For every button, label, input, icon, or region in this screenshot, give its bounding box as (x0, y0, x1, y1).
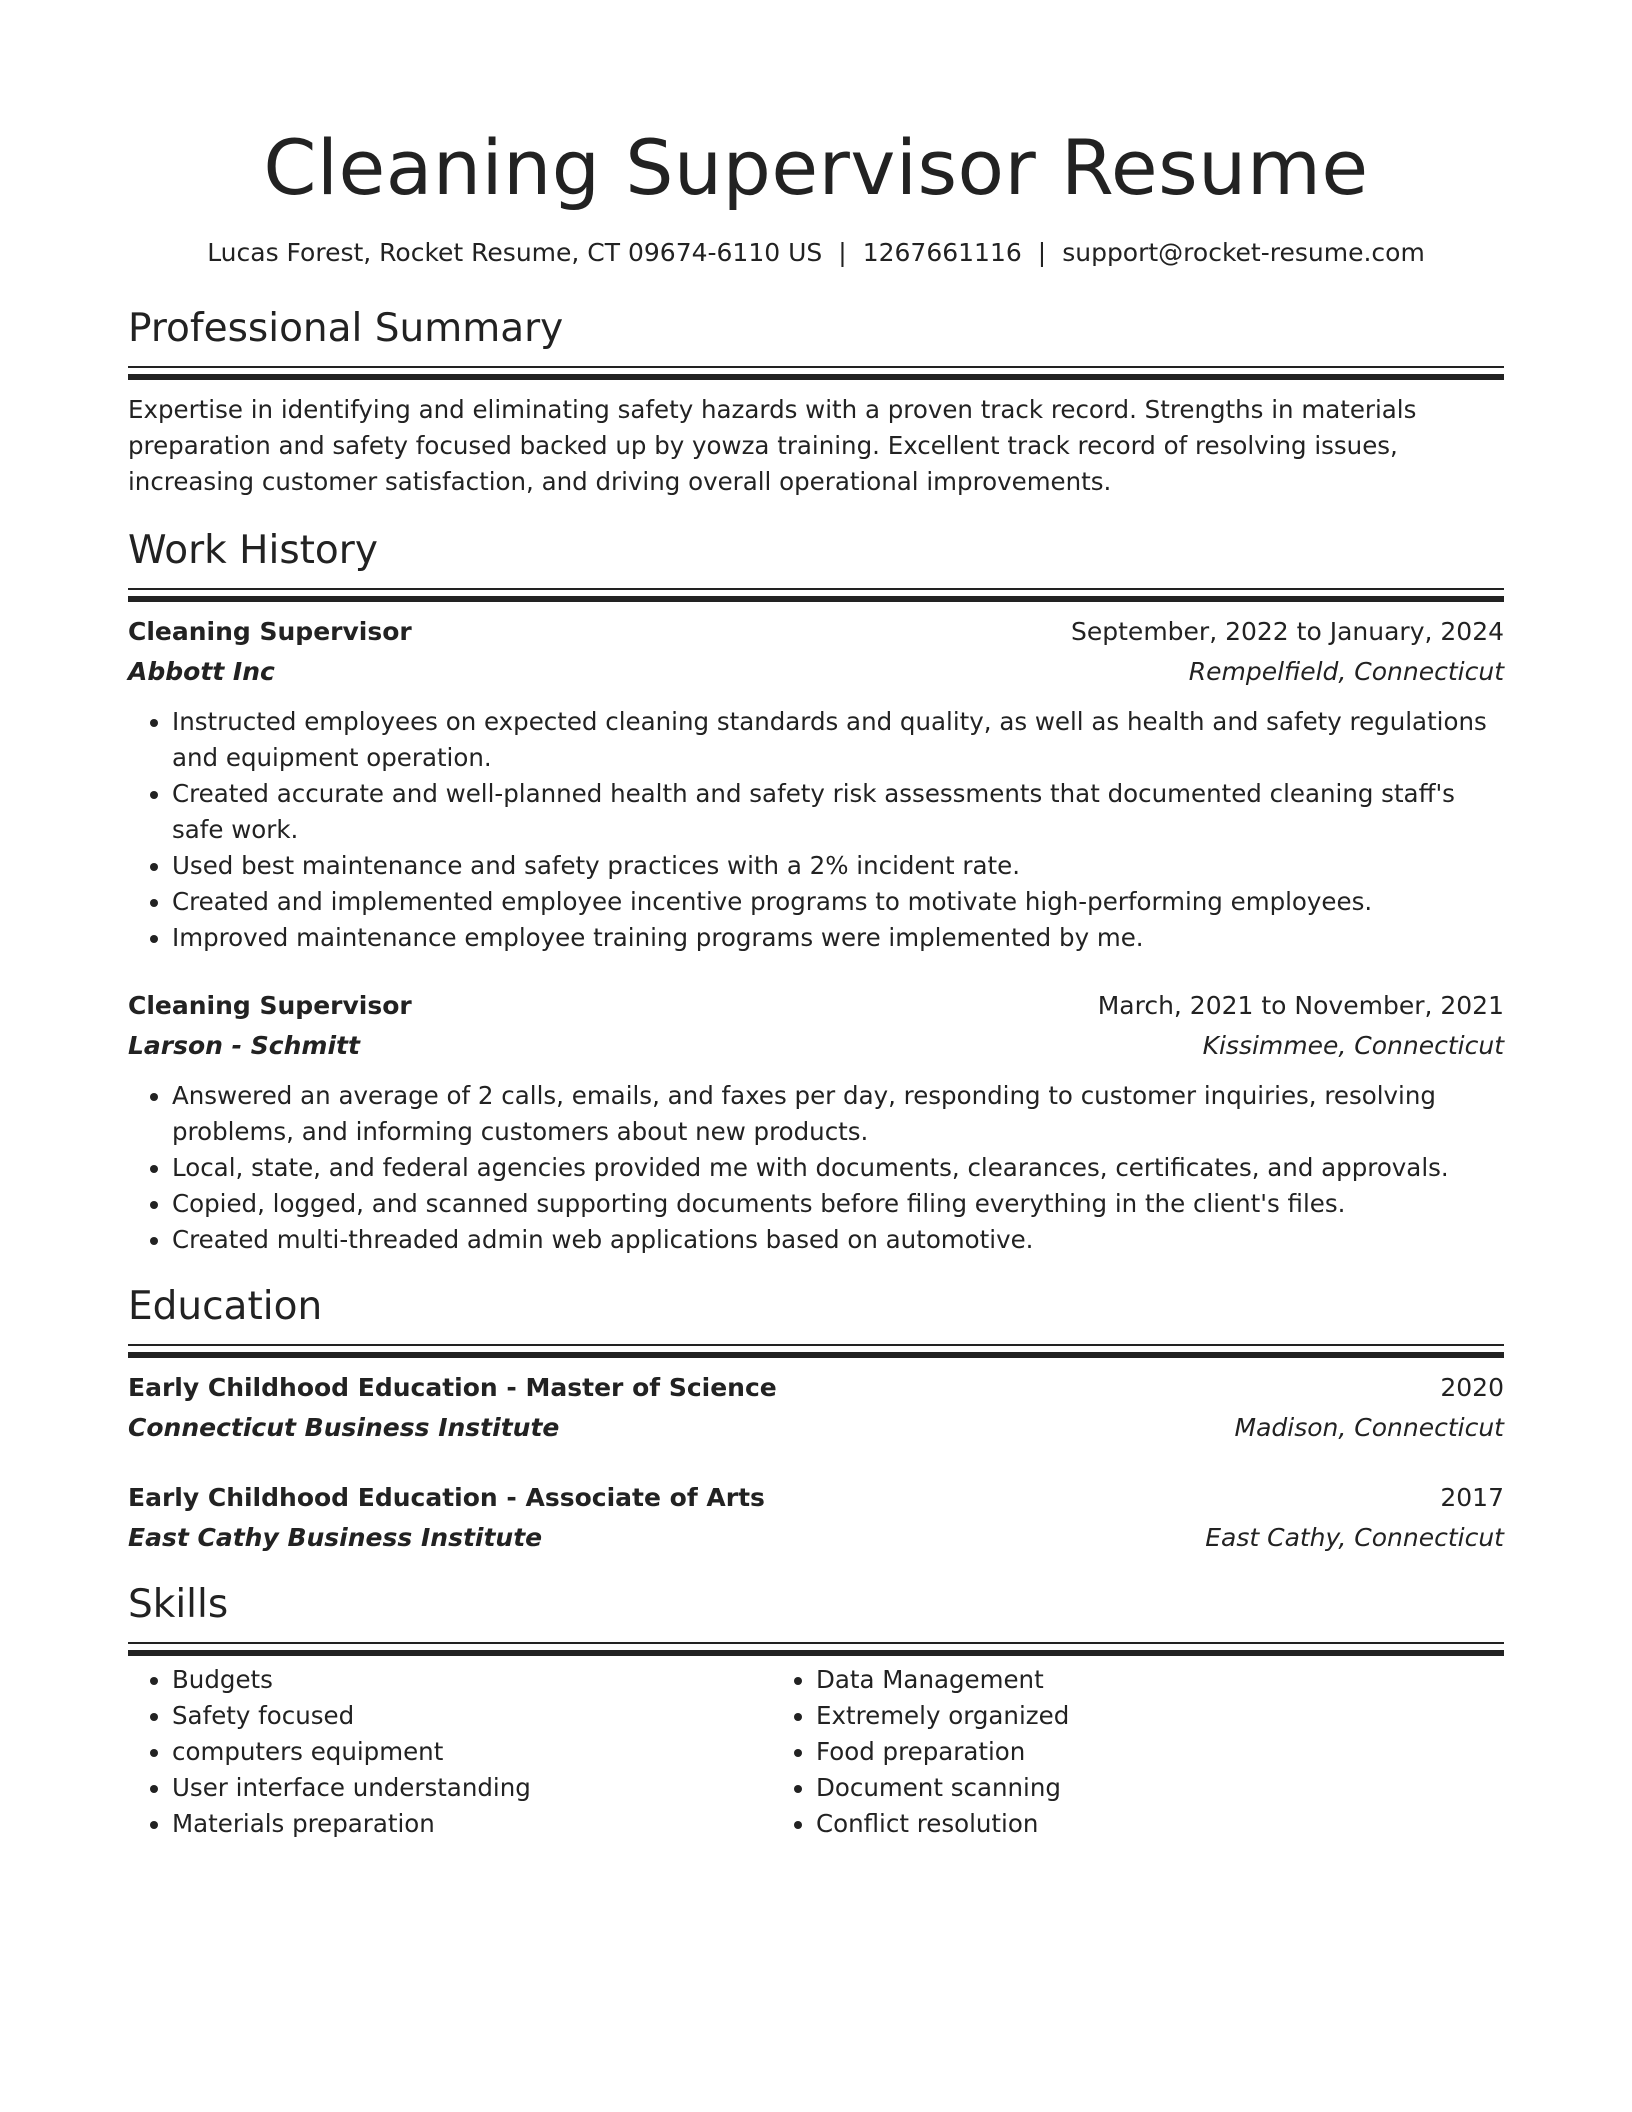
skills-list-left (128, 1662, 768, 1842)
skill-item: • Conflict resolution (816, 1806, 1408, 1842)
job-location: Rempelfield, Connecticut (1188, 657, 1504, 686)
job-entry (128, 986, 1504, 1258)
contact-separator: | (1037, 238, 1047, 267)
job-company: Larson - Schmitt (128, 1031, 360, 1060)
section-divider (128, 588, 1504, 594)
document-title: Cleaning Supervisor Resume (263, 123, 1369, 212)
education-entry (128, 1368, 1504, 1448)
job-dates: September, 2022 to January, 2024 (1071, 617, 1504, 646)
summary-heading: Professional Summary (128, 306, 564, 351)
skill-item: • User interface understanding (172, 1770, 768, 1806)
resume-page (128, 0, 1504, 1842)
job-company: Abbott Inc (128, 657, 275, 686)
job-entry (128, 612, 1504, 956)
skill-item: • Safety focused (172, 1698, 768, 1734)
skill-item: • Data Management (816, 1662, 1408, 1698)
skills-heading: Skills (128, 1582, 229, 1627)
job-bullet: • Copied, logged, and scanned supporting documents before filing everything in the client's files. (172, 1186, 1504, 1222)
section-divider (128, 1344, 1504, 1350)
education-section (128, 1282, 1504, 1558)
skill-item: • Budgets (172, 1662, 768, 1698)
skill-item: • Materials preparation (172, 1806, 768, 1842)
skill-item: • Food preparation (816, 1734, 1408, 1770)
section-divider (128, 1642, 1504, 1648)
skills-columns (128, 1648, 1504, 1842)
job-bullets (128, 704, 1504, 956)
job-bullet: • Created multi-threaded admin web applications based on automotive. (172, 1222, 1504, 1258)
job-bullet: • Created accurate and well-planned health and safety risk assessments that documented cleaning staff's safe work. (172, 776, 1504, 848)
skill-item: • Extremely organized (816, 1698, 1408, 1734)
job-dates: March, 2021 to November, 2021 (1097, 991, 1504, 1020)
work-history-heading: Work History (128, 528, 378, 573)
contact-phone: 1267661116 (862, 238, 1022, 267)
contact-email: support@rocket-resume.com (1062, 238, 1425, 267)
job-bullet: • Created and implemented employee incentive programs to motivate high-performing employees. (172, 884, 1504, 920)
job-bullet: • Local, state, and federal agencies provided me with documents, clearances, certificates, and approvals. (172, 1150, 1504, 1186)
job-bullet: • Instructed employees on expected cleaning standards and quality, as well as health and safety regulations and equipment operation. (172, 704, 1504, 776)
job-bullet: • Answered an average of 2 calls, emails, and faxes per day, responding to customer inquiries, resolving problems, and informing customers about new products. (172, 1078, 1504, 1150)
skills-section (128, 1580, 1504, 1842)
school-location: Madison, Connecticut (1234, 1413, 1504, 1442)
work-history-section (128, 526, 1504, 1258)
job-location: Kissimmee, Connecticut (1202, 1031, 1504, 1060)
graduation-year: 2020 (1440, 1373, 1504, 1402)
school-location: East Cathy, Connecticut (1205, 1523, 1504, 1552)
job-title: Cleaning Supervisor (128, 617, 412, 646)
contact-line (128, 236, 1504, 270)
job-bullet: • Used best maintenance and safety practices with a 2% incident rate. (172, 848, 1504, 884)
graduation-year: 2017 (1440, 1483, 1504, 1512)
job-bullets (128, 1078, 1504, 1258)
section-divider (128, 366, 1504, 372)
contact-separator: | (838, 238, 847, 267)
school-name: Connecticut Business Institute (128, 1413, 560, 1442)
job-bullet: • Improved maintenance employee training programs were implemented by me. (172, 920, 1504, 956)
job-title: Cleaning Supervisor (128, 991, 412, 1020)
degree-name: Early Childhood Education - Master of Science (128, 1373, 777, 1402)
summary-text: Expertise in identifying and eliminating safety hazards with a proven track record. Strengths in materials preparation and safety focused backed up by yowza training. Excellent track record of resolving issues, increasing customer satisfaction, and driving overall operational improvements. (128, 395, 1417, 496)
skill-item: • computers equipment (172, 1734, 768, 1770)
summary-section (128, 304, 1504, 500)
education-heading: Education (128, 1284, 323, 1329)
skills-list-right (768, 1662, 1408, 1842)
education-entry (128, 1478, 1504, 1558)
skill-item: • Document scanning (816, 1770, 1408, 1806)
contact-address: Lucas Forest, Rocket Resume, CT 09674-6110 US (207, 238, 823, 267)
school-name: East Cathy Business Institute (128, 1523, 543, 1552)
degree-name: Early Childhood Education - Associate of Arts (128, 1483, 765, 1512)
